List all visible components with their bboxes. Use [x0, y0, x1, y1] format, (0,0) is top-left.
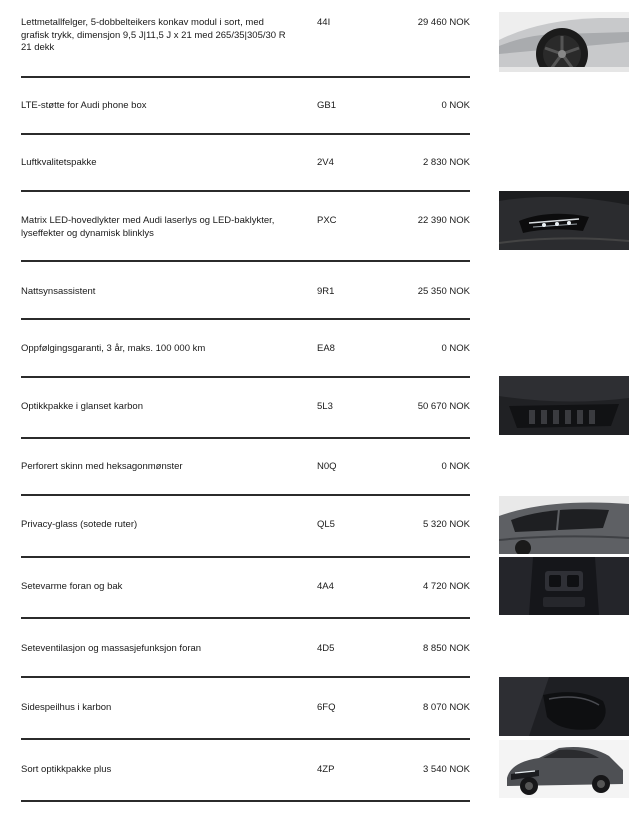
row-divider: [21, 494, 470, 496]
option-code: 44I: [317, 17, 331, 28]
row-divider: [21, 133, 470, 135]
option-code: GB1: [317, 100, 337, 111]
option-price: 50 670 NOK: [417, 401, 470, 412]
option-price: 0 NOK: [441, 343, 470, 354]
option-price: 29 460 NOK: [417, 17, 470, 28]
row-divider: [21, 76, 470, 78]
row-divider: [21, 676, 470, 678]
option-description: Sort optikkpakke plus: [21, 764, 112, 775]
option-description: Seteventilasjon og massasjefunksjon foran: [21, 643, 202, 654]
option-price: 8 850 NOK: [423, 643, 470, 654]
option-description: Oppfølgingsgaranti, 3 år, maks. 100 000 km: [21, 343, 206, 354]
option-code: 9R1: [317, 286, 335, 297]
option-description: Lettmetallfelger, 5-dobbelteikers konkav modul i sort, med grafisk trykk, dimensjon 9,5 J|11,5 J x 21 med 265/35|305/30 R 21 dekk: [21, 17, 286, 53]
wheel-rim-image: [499, 12, 629, 72]
rear-seat-heating-image: [499, 557, 629, 615]
headlight-image: [499, 191, 629, 250]
option-code: N0Q: [317, 461, 337, 472]
row-divider: [21, 800, 470, 802]
option-price: 25 350 NOK: [417, 286, 470, 297]
option-price: 0 NOK: [441, 461, 470, 472]
option-price: 2 830 NOK: [423, 157, 470, 168]
option-code: 5L3: [317, 401, 333, 412]
option-code: QL5: [317, 519, 335, 530]
row-divider: [21, 437, 470, 439]
option-price: 0 NOK: [441, 100, 470, 111]
option-price: 22 390 NOK: [417, 215, 470, 226]
option-code: 6FQ: [317, 702, 336, 713]
option-description: Privacy-glass (sotede ruter): [21, 519, 138, 530]
option-description: Sidespeilhus i karbon: [21, 702, 112, 713]
option-code: 4A4: [317, 581, 334, 592]
option-description: Setevarme foran og bak: [21, 581, 123, 592]
row-divider: [21, 260, 470, 262]
option-code: 2V4: [317, 157, 334, 168]
option-description: Nattsynsassistent: [21, 286, 96, 297]
option-code: PXC: [317, 215, 337, 226]
option-price: 5 320 NOK: [423, 519, 470, 530]
option-price: 4 720 NOK: [423, 581, 470, 592]
row-divider: [21, 318, 470, 320]
privacy-glass-image: [499, 496, 629, 554]
option-code: 4ZP: [317, 764, 335, 775]
row-divider: [21, 738, 470, 740]
option-description: Perforert skinn med heksagonmønster: [21, 461, 183, 472]
option-price: 8 070 NOK: [423, 702, 470, 713]
car-front-image: [499, 740, 629, 798]
option-description: LTE-støtte for Audi phone box: [21, 100, 147, 111]
row-divider: [21, 617, 470, 619]
option-price: 3 540 NOK: [423, 764, 470, 775]
row-divider: [21, 190, 470, 192]
row-divider: [21, 376, 470, 378]
carbon-mirror-image: [499, 677, 629, 736]
option-description: Matrix LED-hovedlykter med Audi laserlys og LED-baklykter, lyseffekter og dynamisk blinklys: [21, 215, 275, 239]
option-description: Luftkvalitetspakke: [21, 157, 97, 168]
carbon-diffuser-image: [499, 376, 629, 435]
option-code: EA8: [317, 343, 335, 354]
row-divider: [21, 556, 470, 558]
option-description: Optikkpakke i glanset karbon: [21, 401, 143, 412]
option-code: 4D5: [317, 643, 335, 654]
